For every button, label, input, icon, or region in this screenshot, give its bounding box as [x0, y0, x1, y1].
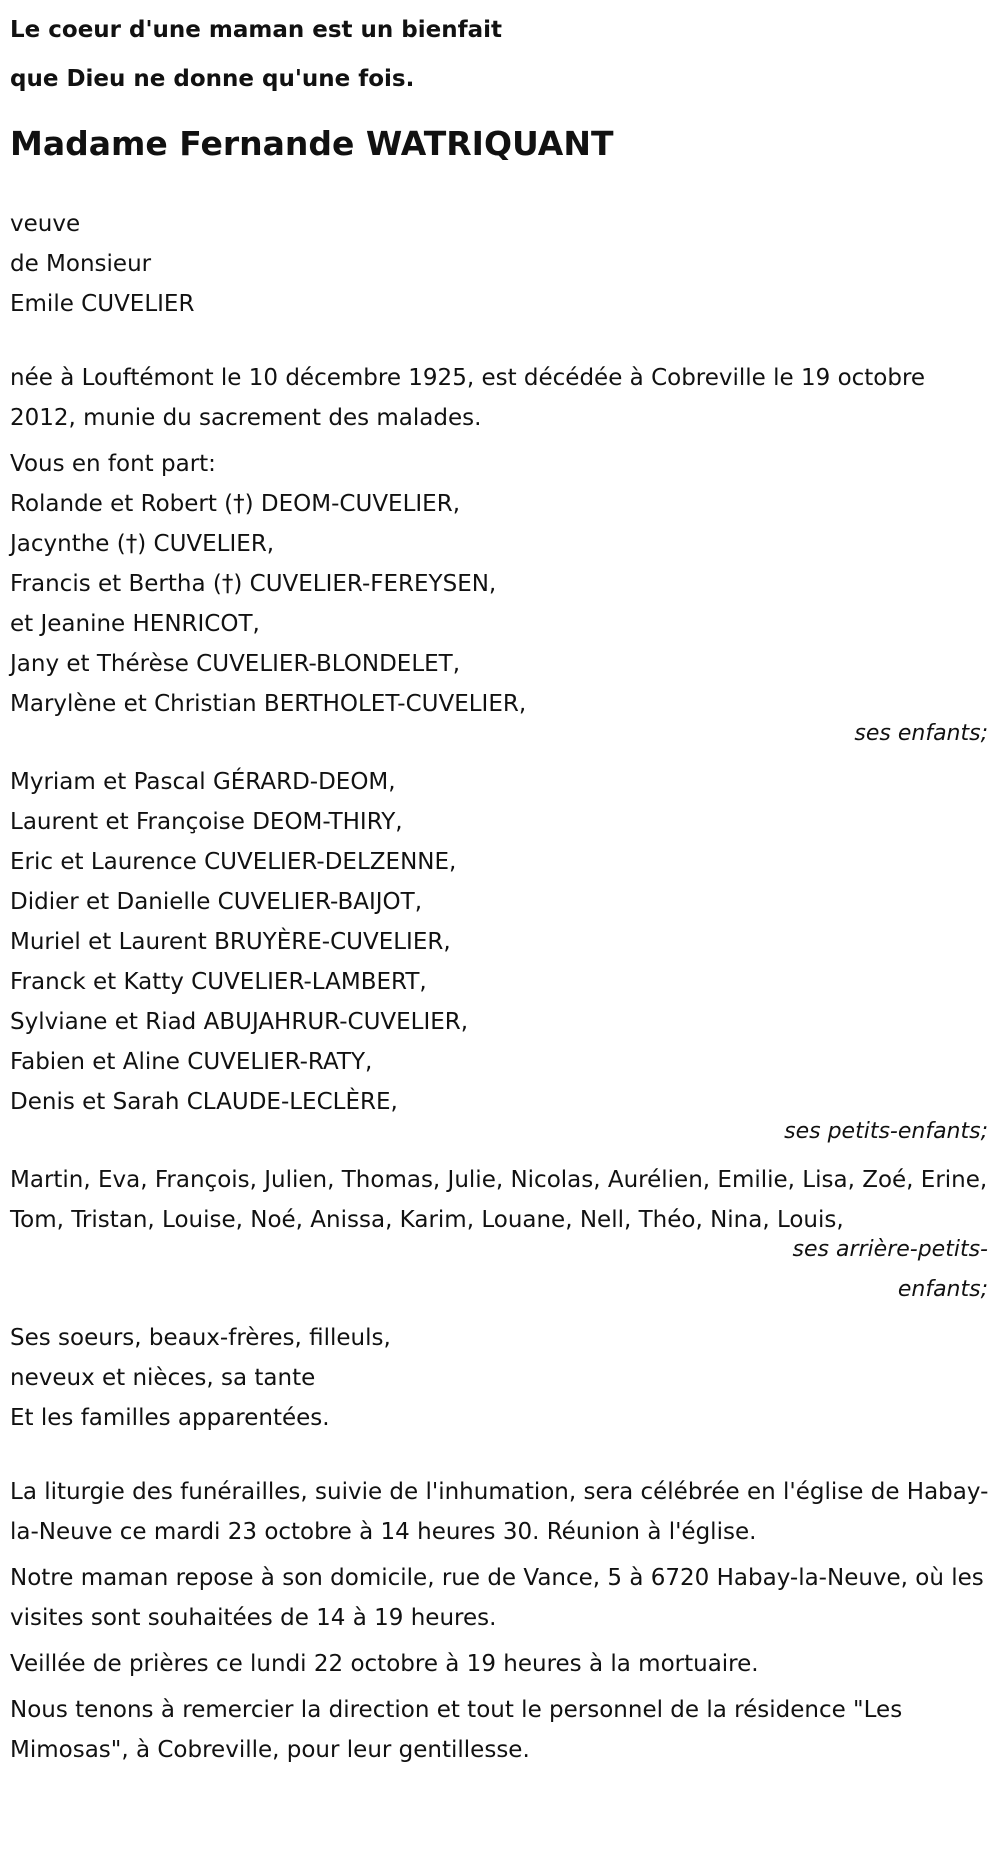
grandchild-entry: Muriel et Laurent BRUYÈRE-CUVELIER,: [10, 929, 451, 955]
deceased-name: Madame Fernande WATRIQUANT: [10, 124, 614, 163]
grandchildren-list: [10, 762, 1000, 1122]
repose-text: Notre maman repose à son domicile, rue de Vance, 5 à 6720 Habay-la-Neuve, où les visites sont souhaitées de 14 à 19 heures.: [10, 1565, 984, 1631]
grandchild-entry: Denis et Sarah CLAUDE-LECLÈRE,: [10, 1089, 398, 1115]
others-entry: Et les familles apparentées.: [10, 1405, 330, 1431]
child-entry: Rolande et Robert (†) DEOM-CUVELIER,: [10, 491, 461, 517]
spouse-line-1: veuve: [10, 211, 81, 237]
great-grandchildren-text: Martin, Eva, François, Julien, Thomas, Julie, Nicolas, Aurélien, Emilie, Lisa, Zoé, Erine, Tom, Tristan, Louise, Noé, Anissa, Karim, Louane, Nell, Théo, Nina, Louis,: [10, 1167, 988, 1233]
funeral-text: La liturgie des funérailles, suivie de l'inhumation, sera célébrée en l'église de Habay-la-Neuve ce mardi 23 octobre à 14 heures 30. Réunion à l'église.: [10, 1479, 989, 1545]
thanks-text: Nous tenons à remercier la direction et tout le personnel de la résidence "Les Mimosas", à Cobreville, pour leur gentillesse.: [10, 1697, 903, 1763]
spouse-block: [10, 204, 1000, 324]
others-entry: neveux et nièces, sa tante: [10, 1365, 316, 1391]
grandchild-entry: Eric et Laurence CUVELIER-DELZENNE,: [10, 849, 457, 875]
spouse-line-3: Emile CUVELIER: [10, 291, 195, 317]
child-entry: Marylène et Christian BERTHOLET-CUVELIER,: [10, 691, 527, 717]
motto-line-2: que Dieu ne donne qu'une fois.: [10, 66, 415, 92]
child-entry: et Jeanine HENRICOT,: [10, 611, 260, 637]
grandchild-entry: Fabien et Aline CUVELIER-RATY,: [10, 1049, 373, 1075]
grandchild-entry: Franck et Katty CUVELIER-LAMBERT,: [10, 969, 427, 995]
others-list: [10, 1318, 1000, 1438]
great-grandchildren-label: ses arrière-petits-enfants;: [792, 1237, 988, 1302]
others-entry: Ses soeurs, beaux-frères, filleuls,: [10, 1325, 391, 1351]
birth-death-text: née à Louftémont le 10 décembre 1925, est décédée à Cobreville le 19 octobre 2012, munie du sacrement des malades.: [10, 365, 926, 431]
child-entry: Francis et Bertha (†) CUVELIER-FEREYSEN,: [10, 571, 497, 597]
motto-line-1: Le coeur d'une maman est un bienfait: [10, 17, 503, 43]
children-label: ses enfants;: [854, 721, 988, 746]
grandchild-entry: Laurent et Françoise DEOM-THIRY,: [10, 809, 403, 835]
grandchildren-label: ses petits-enfants;: [784, 1119, 988, 1144]
grandchild-entry: Sylviane et Riad ABUJAHRUR-CUVELIER,: [10, 1009, 469, 1035]
great-grandchildren-label-wrap: [10, 1230, 988, 1310]
vigil-text: Veillée de prières ce lundi 22 octobre à 19 heures à la mortuaire.: [10, 1651, 759, 1677]
spouse-line-2: de Monsieur: [10, 251, 152, 277]
children-list: [10, 484, 1000, 724]
grandchild-entry: Didier et Danielle CUVELIER-BAIJOT,: [10, 889, 423, 915]
grandchild-entry: Myriam et Pascal GÉRARD-DEOM,: [10, 769, 396, 795]
child-entry: Jany et Thérèse CUVELIER-BLONDELET,: [10, 651, 461, 677]
intro-text: Vous en font part:: [10, 451, 216, 477]
child-entry: Jacynthe (†) CUVELIER,: [10, 531, 275, 557]
